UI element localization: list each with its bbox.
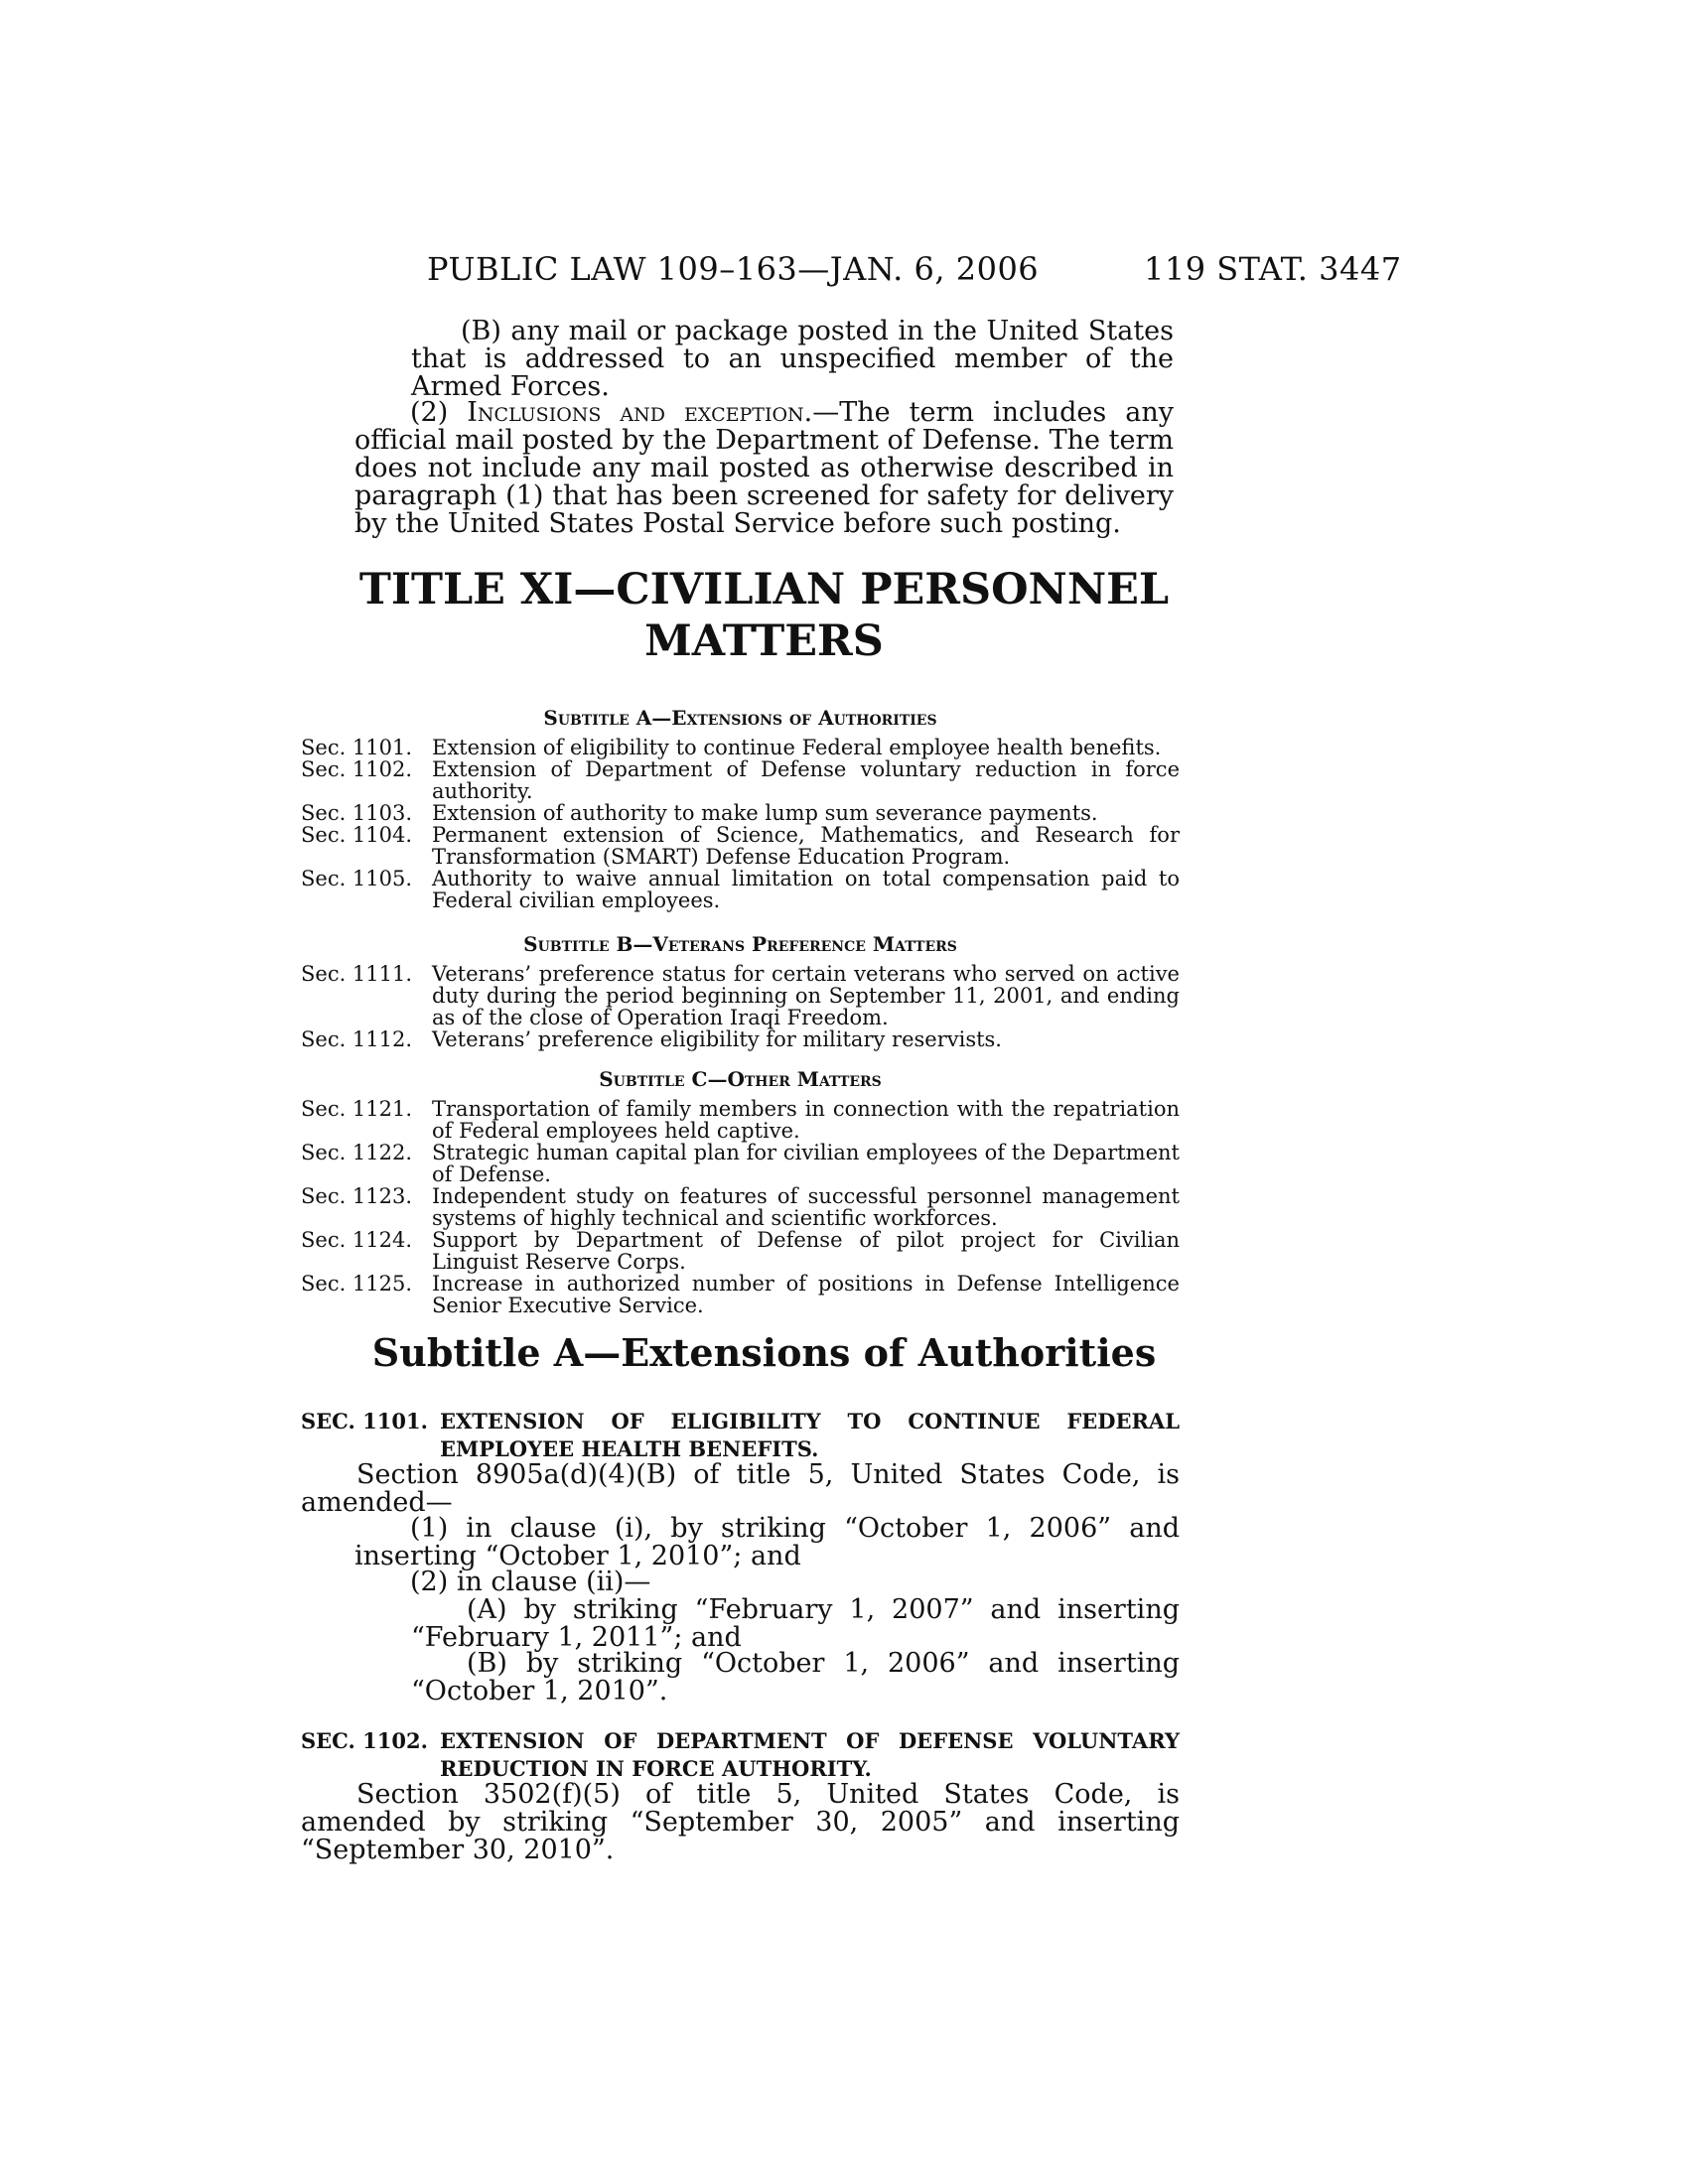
toc-sec-number: Sec. 1124. [301,1228,413,1252]
toc-item [301,868,1180,911]
toc-item [301,1229,1180,1273]
toc-sec-title: Extension of eligibility to continue Federal employee health benefits. [432,736,1162,759]
toc-sec-number: Sec. 1112. [301,1027,413,1051]
toc-sec-number: Sec. 1105. [301,867,413,890]
toc-subtitle-c-heading: Subtitle C—Other Matters [599,1067,882,1091]
toc-sec-title: Veterans’ preference eligibility for military reservists. [432,1027,1002,1051]
inclusions-paragraph [354,399,1174,538]
toc-sec-number: Sec. 1102. [301,757,413,781]
toc-item [301,1142,1180,1185]
toc-sec-title: Extension of Department of Defense voluntary reduction in force authority. [432,757,1180,803]
para2-prefix: (2) [410,397,468,428]
sec-1101-item-1: (1) in clause (i), by striking “October 1, 2006” and inserting “October 1, 2010”; and [354,1513,1180,1571]
sec-1102-number: SEC. 1102. [301,1728,428,1753]
running-header-title: PUBLIC LAW 109–163—JAN. 6, 2006 [427,250,1040,288]
toc-sec-title: Transportation of family members in connection with the repatriation of Federal employees held captive. [432,1097,1180,1143]
toc-item [301,1185,1180,1229]
toc-subtitle-b-heading: Subtitle B—Veterans Preference Matters [523,932,957,956]
sec-1101-item-2a: (A) by striking “February 1, 2007” and inserting “February 1, 2011”; and [411,1594,1180,1653]
toc-sec-title: Permanent extension of Science, Mathematics, and Research for Transformation (SMART) Defense Education Program. [432,823,1180,869]
toc-item [301,802,1180,824]
title-line-2: MATTERS [644,616,884,666]
toc-sec-title: Support by Department of Defense of pilot project for Civilian Linguist Reserve Corps. [432,1228,1180,1274]
toc-sec-number: Sec. 1122. [301,1141,413,1164]
toc-sec-title: Authority to waive annual limitation on total compensation paid to Federal civilian employees. [432,867,1180,912]
toc-sec-number: Sec. 1101. [301,736,413,759]
toc-sec-number: Sec. 1103. [301,801,413,825]
toc-sec-number: Sec. 1104. [301,823,413,847]
toc-sec-title: Increase in authorized number of positions in Defense Intelligence Senior Executive Service. [432,1272,1180,1317]
inclusions-text [354,399,1174,538]
toc-item [301,758,1180,802]
toc-sec-title: Independent study on features of successful personnel management systems of highly technical and scientific workforces. [432,1184,1180,1230]
sec-1101-intro: Section 8905a(d)(4)(B) of title 5, United States Code, is amended— [301,1459,1180,1518]
subtitle-a-heading: Subtitle A—Extensions of Authorities [371,1330,1157,1375]
toc-item [301,963,1180,1028]
page-number: 119 STAT. 3447 [1144,250,1402,288]
toc-item [301,1098,1180,1142]
toc-item [301,737,1180,758]
toc-sec-title: Extension of authority to make lump sum severance payments. [432,801,1098,825]
toc-item [301,1028,1180,1050]
toc-sec-title: Strategic human capital plan for civilian employees of the Department of Defense. [432,1141,1180,1186]
toc-subtitle-b [301,933,1180,1050]
toc-item [301,1273,1180,1316]
toc-sec-title: Veterans’ preference status for certain veterans who served on active duty during the period beginning on September 11, 2001, and ending as of the close of Operation Iraqi Freedom. [432,962,1180,1029]
clause-b-text: (B) any mail or package posted in the United States that is addressed to an unspecified member of the Armed Forces. [411,316,1174,402]
sec-1102-heading [301,1727,1180,1783]
toc-sec-number: Sec. 1125. [301,1272,413,1296]
sec-1101-title: EXTENSION OF ELIGIBILITY TO CONTINUE FEDERAL EMPLOYEE HEALTH BENEFITS. [440,1409,1180,1461]
sec-1102-title: EXTENSION OF DEPARTMENT OF DEFENSE VOLUNTARY REDUCTION IN FORCE AUTHORITY. [440,1728,1180,1781]
toc-item [301,824,1180,868]
toc-subtitle-c [301,1068,1180,1316]
toc-subtitle-a-heading: Subtitle A—Extensions of Authorities [543,706,937,730]
toc-subtitle-a [301,707,1180,911]
sec-1102-body: Section 3502(f)(5) of title 5, United States Code, is amended by striking “September 30, 2005” and inserting “September 30, 2010”. [301,1779,1180,1865]
title-heading [354,564,1174,667]
sec-1101-heading [301,1408,1180,1463]
sec-1101-item-2b: (B) by striking “October 1, 2006” and inserting “October 1, 2010”. [411,1648,1180,1706]
clause-b-paragraph [411,318,1174,401]
toc-sec-number: Sec. 1123. [301,1184,413,1208]
para2-heading: Inclusions and exception [467,397,804,428]
sec-1101-number: SEC. 1101. [301,1409,428,1433]
toc-sec-number: Sec. 1111. [301,962,413,986]
sec-1101-item-2: (2) in clause (ii)— [410,1567,651,1597]
toc-sec-number: Sec. 1121. [301,1097,413,1121]
title-line-1: TITLE XI—CIVILIAN PERSONNEL [358,565,1170,614]
para2-body: .—The term includes any official mail posted by the Department of Defense. The term does not include any mail posted as otherwise described in paragraph (1) that has been screened for safety for delivery by the United States Postal Service before such posting. [354,397,1175,539]
